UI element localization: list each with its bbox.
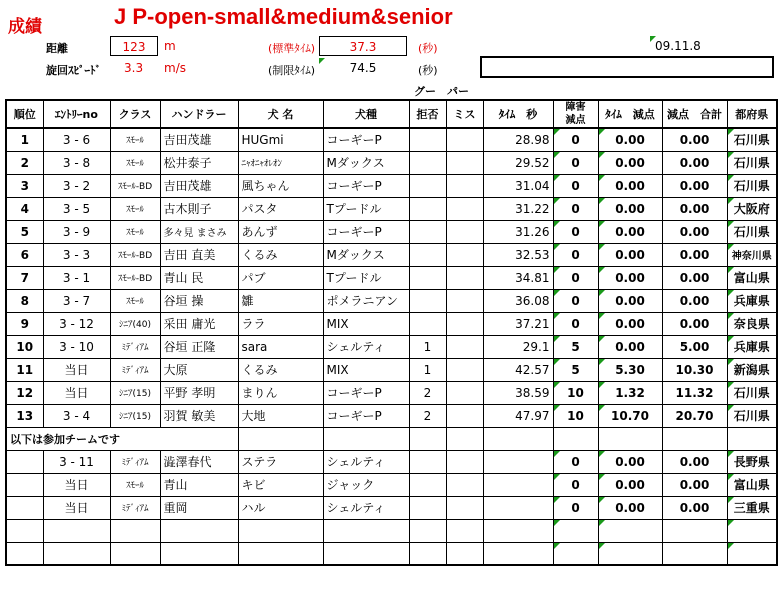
cell-handler: 平野 孝明 — [160, 381, 238, 404]
cell-cls: ﾐﾃﾞｨｱﾑ — [110, 496, 160, 519]
cell-refusal — [409, 197, 446, 220]
table-row — [6, 335, 777, 358]
cell-handler: 羽賀 敏美 — [160, 404, 238, 427]
cell-cls: ﾐﾃﾞｨｱﾑ — [110, 450, 160, 473]
cell-pref: 兵庫県 — [727, 289, 777, 312]
cell-fault: 10 — [553, 381, 598, 404]
cell-time-fault: 0.00 — [598, 266, 662, 289]
col-miss: ミス — [446, 100, 483, 128]
cell-dog: くるみ — [238, 243, 323, 266]
cell-total: 0.00 — [662, 220, 727, 243]
cell-handler: 谷垣 正隆 — [160, 335, 238, 358]
cell-fault: 0 — [553, 496, 598, 519]
cell-miss — [446, 266, 483, 289]
cell-entry: 3 - 9 — [43, 220, 110, 243]
cell-entry: 3 - 12 — [43, 312, 110, 335]
cell-time-fault: 1.32 — [598, 381, 662, 404]
cell-breed: ジャック — [323, 473, 409, 496]
cell-rank — [6, 473, 43, 496]
cell-entry: 3 - 5 — [43, 197, 110, 220]
cell-pref: 大阪府 — [727, 197, 777, 220]
col-class: クラス — [110, 100, 160, 128]
cell-pref: 石川県 — [727, 220, 777, 243]
cell-time: 37.21 — [483, 312, 553, 335]
cell-time: 31.26 — [483, 220, 553, 243]
cell-handler: 采田 庸光 — [160, 312, 238, 335]
table-row — [6, 404, 777, 427]
cell-rank: 13 — [6, 404, 43, 427]
cell-handler: 青山 — [160, 473, 238, 496]
std-time-unit: (秒) — [418, 42, 438, 55]
cell-cls: ﾐﾃﾞｨｱﾑ — [110, 335, 160, 358]
col-refusal: 拒否 — [409, 100, 446, 128]
std-time-label: (標準ﾀｲﾑ) — [268, 42, 316, 55]
table-row — [6, 312, 777, 335]
cell-dog: くるみ — [238, 358, 323, 381]
cell-time: 29.52 — [483, 151, 553, 174]
table-row — [6, 220, 777, 243]
cell-cls: ｽﾓｰﾙ — [110, 220, 160, 243]
section-row — [6, 427, 777, 450]
cell-fault: 0 — [553, 312, 598, 335]
cell-time: 31.22 — [483, 197, 553, 220]
cell-fault: 10 — [553, 404, 598, 427]
table-row — [6, 358, 777, 381]
cell-cls: ｼﾆｱ(15) — [110, 404, 160, 427]
table-row — [6, 450, 777, 473]
cell-handler: 吉田茂雄 — [160, 174, 238, 197]
cell-fault: 0 — [553, 473, 598, 496]
cell-refusal — [409, 220, 446, 243]
speed-label: 旋回ｽﾋﾟｰﾄﾞ — [46, 64, 101, 77]
cell-total: 11.32 — [662, 381, 727, 404]
cell-refusal — [409, 266, 446, 289]
table-row — [6, 473, 777, 496]
cell-breed: コーギーP — [323, 174, 409, 197]
cell-rank: 1 — [6, 128, 43, 151]
cell-fault: 0 — [553, 289, 598, 312]
cell-miss — [446, 404, 483, 427]
distance-unit: m — [164, 39, 176, 53]
cell-refusal — [409, 450, 446, 473]
cell-rank — [6, 496, 43, 519]
cell-total: 20.70 — [662, 404, 727, 427]
col-total: 減点 合計 — [662, 100, 727, 128]
cell-breed: シェルティ — [323, 496, 409, 519]
cell-dog: ステラ — [238, 450, 323, 473]
cell-handler: 松井泰子 — [160, 151, 238, 174]
table-header-row — [6, 100, 777, 128]
cell-rank — [6, 450, 43, 473]
cell-total: 0.00 — [662, 312, 727, 335]
page-title: J P-open-small&medium&senior — [114, 4, 453, 29]
cell-time-fault: 0.00 — [598, 450, 662, 473]
cell-entry: 3 - 10 — [43, 335, 110, 358]
cell-miss — [446, 289, 483, 312]
col-time: ﾀｲﾑ 秒 — [483, 100, 553, 128]
cell-pref: 富山県 — [727, 266, 777, 289]
cell-total: 0.00 — [662, 197, 727, 220]
cell-pref: 兵庫県 — [727, 335, 777, 358]
cell-miss — [446, 220, 483, 243]
table-row — [6, 128, 777, 151]
cell-fault: 0 — [553, 151, 598, 174]
table-row — [6, 174, 777, 197]
cell-dog: ハル — [238, 496, 323, 519]
col-time-fault: ﾀｲﾑ 減点 — [598, 100, 662, 128]
cell-entry: 3 - 2 — [43, 174, 110, 197]
cell-miss — [446, 243, 483, 266]
distance-box — [110, 36, 158, 56]
cell-total: 0.00 — [662, 496, 727, 519]
cell-time: 38.59 — [483, 381, 553, 404]
limit-time-unit: (秒) — [418, 64, 438, 77]
group-label: グー パー — [414, 85, 469, 98]
cell-dog: キビ — [238, 473, 323, 496]
cell-fault: 0 — [553, 197, 598, 220]
cell-total: 0.00 — [662, 450, 727, 473]
cell-pref: 長野県 — [727, 450, 777, 473]
cell-breed: シェルティ — [323, 335, 409, 358]
cell-cls: ｽﾓｰﾙ — [110, 151, 160, 174]
cell-time: 36.08 — [483, 289, 553, 312]
cell-handler: 大原 — [160, 358, 238, 381]
col-dog: 犬 名 — [238, 100, 323, 128]
cell-miss — [446, 151, 483, 174]
cell-cls: ｽﾓｰﾙ — [110, 197, 160, 220]
cell-time: 34.81 — [483, 266, 553, 289]
cell-time-fault: 0.00 — [598, 174, 662, 197]
cell-time: 47.97 — [483, 404, 553, 427]
cell-miss — [446, 496, 483, 519]
cell-breed: Mダックス — [323, 151, 409, 174]
cell-fault: 0 — [553, 450, 598, 473]
col-pref: 都府県 — [727, 100, 777, 128]
cell-handler: 青山 民 — [160, 266, 238, 289]
cell-total: 0.00 — [662, 174, 727, 197]
cell-miss — [446, 473, 483, 496]
cell-fault: 5 — [553, 335, 598, 358]
cell-time-fault: 0.00 — [598, 197, 662, 220]
cell-breed: Tプードル — [323, 266, 409, 289]
table-row — [6, 289, 777, 312]
cell-rank: 4 — [6, 197, 43, 220]
table-row — [6, 496, 777, 519]
cell-rank: 5 — [6, 220, 43, 243]
cell-breed: コーギーP — [323, 128, 409, 151]
cell-time-fault: 0.00 — [598, 220, 662, 243]
table-row — [6, 197, 777, 220]
col-handler: ハンドラー — [160, 100, 238, 128]
col-breed: 犬種 — [323, 100, 409, 128]
cell-entry: 当日 — [43, 381, 110, 404]
cell-refusal: 1 — [409, 335, 446, 358]
cell-handler: 古木則子 — [160, 197, 238, 220]
cell-time: 32.53 — [483, 243, 553, 266]
table-row — [6, 266, 777, 289]
cell-refusal: 2 — [409, 404, 446, 427]
cell-total: 0.00 — [662, 243, 727, 266]
cell-refusal — [409, 473, 446, 496]
cell-time-fault: 0.00 — [598, 312, 662, 335]
cell-breed: コーギーP — [323, 404, 409, 427]
cell-breed: コーギーP — [323, 220, 409, 243]
cell-rank: 2 — [6, 151, 43, 174]
cell-pref: 新潟県 — [727, 358, 777, 381]
cell-fault: 0 — [553, 174, 598, 197]
distance-label: 距離 — [46, 42, 68, 55]
cell-refusal — [409, 289, 446, 312]
date: 09.11.8 — [655, 39, 701, 53]
cell-breed: MIX — [323, 312, 409, 335]
cell-total: 0.00 — [662, 473, 727, 496]
cell-dog: sara — [238, 335, 323, 358]
cell-dog: ララ — [238, 312, 323, 335]
cell-cls: ｽﾓｰﾙ — [110, 289, 160, 312]
cell-total: 0.00 — [662, 128, 727, 151]
cell-entry: 当日 — [43, 496, 110, 519]
cell-breed: ポメラニアン — [323, 289, 409, 312]
cell-rank: 8 — [6, 289, 43, 312]
empty-row — [6, 542, 777, 565]
cell-time-fault: 0.00 — [598, 473, 662, 496]
cell-pref: 神奈川県 — [727, 243, 777, 266]
cell-entry: 3 - 7 — [43, 289, 110, 312]
cell-entry: 3 - 4 — [43, 404, 110, 427]
cell-dog: 大地 — [238, 404, 323, 427]
cell-time-fault: 0.00 — [598, 243, 662, 266]
cell-miss — [446, 197, 483, 220]
section-label: 以下は参加チームです — [6, 427, 238, 450]
cell-refusal: 2 — [409, 381, 446, 404]
cell-pref: 富山県 — [727, 473, 777, 496]
cell-pref: 三重県 — [727, 496, 777, 519]
cell-miss — [446, 174, 483, 197]
col-rank: 順位 — [6, 100, 43, 128]
cell-fault: 5 — [553, 358, 598, 381]
cell-refusal — [409, 174, 446, 197]
cell-rank: 6 — [6, 243, 43, 266]
cell-cls: ｼﾆｱ(15) — [110, 381, 160, 404]
cell-miss — [446, 358, 483, 381]
cell-time-fault: 5.30 — [598, 358, 662, 381]
cell-cls: ｽﾓｰﾙ-BD — [110, 243, 160, 266]
cell-miss — [446, 450, 483, 473]
cell-rank: 9 — [6, 312, 43, 335]
cell-time: 31.04 — [483, 174, 553, 197]
cell-cls: ｽﾓｰﾙ-BD — [110, 174, 160, 197]
cell-entry: 3 - 6 — [43, 128, 110, 151]
cell-total: 5.00 — [662, 335, 727, 358]
cell-handler: 多々見 まさみ — [160, 220, 238, 243]
cell-entry: 3 - 1 — [43, 266, 110, 289]
speed-unit: m/s — [164, 61, 186, 75]
limit-time-value: 74.5 — [349, 61, 377, 75]
cell-time-fault: 0.00 — [598, 335, 662, 358]
cell-fault: 0 — [553, 220, 598, 243]
cell-time — [483, 473, 553, 496]
cell-time — [483, 496, 553, 519]
cell-pref: 石川県 — [727, 151, 777, 174]
speed-value: 3.3 — [124, 61, 144, 75]
cell-cls: ｽﾓｰﾙ-BD — [110, 266, 160, 289]
std-time-box — [319, 36, 407, 56]
cell-breed: Mダックス — [323, 243, 409, 266]
cell-pref: 石川県 — [727, 381, 777, 404]
cell-total: 10.30 — [662, 358, 727, 381]
cell-refusal — [409, 496, 446, 519]
cell-rank: 10 — [6, 335, 43, 358]
cell-rank: 7 — [6, 266, 43, 289]
cell-refusal — [409, 243, 446, 266]
results-table — [5, 99, 778, 566]
cell-breed: Tプードル — [323, 197, 409, 220]
col-fault: 障害 減点 — [553, 100, 598, 128]
cell-time-fault: 0.00 — [598, 496, 662, 519]
col-entry: ｴﾝﾄﾘｰno — [43, 100, 110, 128]
cell-dog: パブ — [238, 266, 323, 289]
cell-dog: ﾆｬｵﾆｬｵﾚｵﾝ — [238, 151, 323, 174]
cell-fault: 0 — [553, 266, 598, 289]
notes-box — [480, 56, 774, 78]
cell-time-fault: 0.00 — [598, 151, 662, 174]
cell-time: 28.98 — [483, 128, 553, 151]
cell-time: 29.1 — [483, 335, 553, 358]
cell-time-fault: 0.00 — [598, 128, 662, 151]
cell-handler: 谷垣 操 — [160, 289, 238, 312]
cell-entry: 3 - 11 — [43, 450, 110, 473]
cell-total: 0.00 — [662, 289, 727, 312]
cell-fault: 0 — [553, 128, 598, 151]
cell-fault: 0 — [553, 243, 598, 266]
cell-dog: 風ちゃん — [238, 174, 323, 197]
cell-dog: パスタ — [238, 197, 323, 220]
cell-refusal — [409, 312, 446, 335]
cell-entry: 3 - 8 — [43, 151, 110, 174]
cell-miss — [446, 381, 483, 404]
cell-entry: 当日 — [43, 473, 110, 496]
cell-time-fault: 10.70 — [598, 404, 662, 427]
cell-total: 0.00 — [662, 151, 727, 174]
cell-miss — [446, 312, 483, 335]
cell-refusal — [409, 128, 446, 151]
cell-entry: 3 - 3 — [43, 243, 110, 266]
cell-miss — [446, 335, 483, 358]
limit-time-label: (制限ﾀｲﾑ) — [268, 64, 316, 77]
cell-handler: 吉田 直美 — [160, 243, 238, 266]
cell-cls: ｽﾓｰﾙ — [110, 128, 160, 151]
cell-dog: あんず — [238, 220, 323, 243]
table-row — [6, 151, 777, 174]
distance-value: 123 — [122, 40, 146, 54]
cell-time — [483, 450, 553, 473]
results-label: 成績 — [8, 17, 42, 37]
cell-total: 0.00 — [662, 266, 727, 289]
cell-time-fault: 0.00 — [598, 289, 662, 312]
std-time-value: 37.3 — [349, 40, 377, 54]
table-row — [6, 243, 777, 266]
cell-breed: MIX — [323, 358, 409, 381]
cell-pref: 石川県 — [727, 128, 777, 151]
cell-handler: 重岡 — [160, 496, 238, 519]
empty-row — [6, 519, 777, 542]
cell-refusal — [409, 151, 446, 174]
cell-rank: 3 — [6, 174, 43, 197]
cell-refusal: 1 — [409, 358, 446, 381]
cell-cls: ｽﾓｰﾙ — [110, 473, 160, 496]
cell-handler: 澁澤春代 — [160, 450, 238, 473]
cell-entry: 当日 — [43, 358, 110, 381]
cell-cls: ｼﾆｱ(40) — [110, 312, 160, 335]
comment-marker — [650, 36, 656, 42]
cell-pref: 石川県 — [727, 404, 777, 427]
cell-time: 42.57 — [483, 358, 553, 381]
cell-dog: 雛 — [238, 289, 323, 312]
cell-miss — [446, 128, 483, 151]
cell-breed: コーギーP — [323, 381, 409, 404]
cell-breed: シェルティ — [323, 450, 409, 473]
table-row — [6, 381, 777, 404]
cell-handler: 吉田茂雄 — [160, 128, 238, 151]
cell-dog: まりん — [238, 381, 323, 404]
cell-rank: 11 — [6, 358, 43, 381]
cell-rank: 12 — [6, 381, 43, 404]
cell-cls: ﾐﾃﾞｨｱﾑ — [110, 358, 160, 381]
cell-pref: 奈良県 — [727, 312, 777, 335]
cell-dog: HUGmi — [238, 128, 323, 151]
cell-pref: 石川県 — [727, 174, 777, 197]
